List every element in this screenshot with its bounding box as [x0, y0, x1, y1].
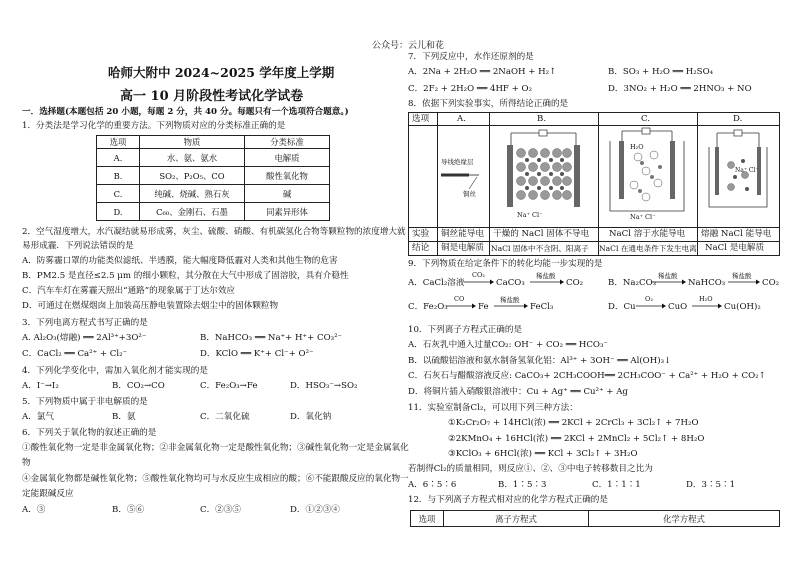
q8-exp-a: 铜丝能导电 — [441, 229, 484, 239]
table-cell: C₆₀、金刚石、石墨 — [140, 203, 245, 221]
q8-stem: 8．依据下列实验事实，所得结论正确的是 — [408, 99, 569, 109]
q1-table — [96, 135, 330, 221]
q9-c-arrow2 — [494, 295, 528, 311]
q12-table — [410, 510, 780, 527]
q9-b-reagent2: 稀盐酸 — [732, 272, 752, 280]
q9-b-arrow2 — [728, 271, 760, 287]
q8-d-ion-labels: Na⁺ Cl⁻ — [735, 167, 759, 174]
q7-option-c: C．2F₂ + 2H₂O ══ 4HF + O₂ — [408, 84, 533, 94]
q9-b-reagent1: 稀盐酸 — [658, 272, 678, 280]
q9-a-reagent2: 稀盐酸 — [536, 272, 556, 280]
table-cell: 碱 — [245, 185, 330, 203]
q9-c-start: C．Fe₂O₃ — [408, 302, 448, 312]
q8-image-a — [439, 127, 487, 225]
q4-option-b: B．CO₂→CO — [112, 381, 165, 391]
q8-exp-c: NaCl 溶于水能导电 — [609, 229, 686, 239]
q8-image-b — [491, 127, 596, 225]
q12-stem: 12．与下列离子方程式相对应的化学方程式正确的是 — [408, 495, 608, 505]
q6-line2: 物 — [22, 458, 31, 468]
copper-wire-illustration — [439, 127, 487, 225]
q8-header-b: B. — [537, 114, 547, 124]
q8-con-a: 铜是电解质 — [441, 243, 484, 253]
q11-option-d: D．3∶5∶1 — [686, 480, 736, 490]
q11-ask: 若制得Cl₂的质量相同，则反应①、②、③中电子转移数目之比为 — [408, 464, 653, 474]
wire-insulation-label: 导线绝缘层 — [441, 158, 474, 166]
q2-stem-line2: 易形成霾．下列说法错误的是 — [22, 241, 134, 251]
q9-d-start: D．Cu — [608, 302, 636, 312]
q5-option-d: D．氧化钠 — [290, 412, 332, 422]
q9-d-reagent2: H₂O — [699, 295, 713, 303]
table-cell: 电解质 — [245, 149, 330, 167]
q8-con-b: NaCl 固体中不含阴、阳离子 — [491, 244, 589, 253]
q6-option-a: A．③ — [22, 505, 46, 515]
q5-stem: 5．下列物质中属于非电解质的是 — [22, 397, 148, 407]
q8-exp-b: 干燥的 NaCl 固体不导电 — [493, 229, 590, 239]
q7-option-a: A．2Na + 2H₂O ══ 2NaOH + H₂↑ — [408, 67, 557, 77]
dry-nacl-crystal-illustration — [491, 127, 596, 225]
school-title: 哈师大附中 2024~2025 学年度上学期 — [108, 65, 335, 80]
q8-header-option: 选项 — [412, 114, 430, 124]
q1-stem: 1．分类法是学习化学的重要方法。下列物质对应的分类标准正确的是 — [22, 121, 286, 131]
table-row — [97, 185, 330, 203]
q11-eq3: ③KClO₃ + 6HCl(浓) ══ KCl + 3Cl₂↑ + 3H₂O — [448, 449, 638, 459]
q3-stem: 3．下列电离方程式书写正确的是 — [22, 318, 148, 328]
q6-line3: ④金属氧化物都是碱性氧化物；⑤酸性氧化物均可与水反应生成相应的酸；⑥不能跟酸反应的氧化物一 — [22, 474, 409, 484]
q11-option-c: C．1∶1∶1 — [592, 480, 641, 490]
q11-eq2: ②2KMnO₄ + 16HCl(浓) ══ 2KCl + 2MnCl₂ + 5Cl₂↑ + 8H₂O — [448, 434, 705, 444]
q7-stem: 7．下列反应中，水作还原剂的是 — [408, 52, 534, 62]
q7-option-b: B．SO₃ + H₂O ══ H₂SO₄ — [608, 67, 714, 77]
q9-a-arrow2 — [530, 271, 564, 287]
q9-d-end: Cu(OH)₂ — [724, 302, 761, 312]
table-header-cell: 选项 — [411, 511, 444, 527]
q10-option-b: B．以硫酸铝溶液和氨水制备氢氧化铝：Al³⁺ + 3OH⁻ ══ Al(OH)₃↓ — [408, 356, 672, 366]
watermark: 公众号：云儿和花 — [372, 41, 445, 51]
table-cell: 同素异形体 — [245, 203, 330, 221]
table-header-cell: 分类标准 — [245, 136, 330, 149]
q9-d-arrow1 — [636, 295, 666, 311]
q9-c-mid: Fe — [478, 302, 489, 312]
q8-image-c — [600, 127, 695, 225]
q9-a-end: CO₂ — [566, 278, 584, 288]
table-header-cell: 物质 — [140, 136, 245, 149]
q10-stem: 10．下列离子方程式正确的是 — [408, 325, 523, 335]
table-cell: B. — [97, 167, 140, 185]
q9-d-reagent1: O₂ — [645, 295, 653, 303]
q3-option-b: B．NaHCO₃ ══ Na⁺+ H⁺+ CO₃²⁻ — [200, 333, 343, 343]
q5-option-c: C．二氧化硫 — [200, 412, 250, 422]
table-header-cell: 离子方程式 — [444, 511, 589, 527]
table-cell: 纯碱、烧碱、熟石灰 — [140, 185, 245, 203]
table-row — [97, 136, 330, 149]
q10-option-a: A．石灰乳中通入过量CO₂: OH⁻ + CO₂ ══ HCO₃⁻ — [408, 340, 608, 350]
nacl-solution-illustration — [600, 127, 695, 225]
table-cell: D. — [97, 203, 140, 221]
q4-stem: 4．下列化学变化中，需加入氧化剂才能实现的是 — [22, 366, 208, 376]
table-cell: A. — [97, 149, 140, 167]
q8-c-ion-labels: Na⁺ Cl⁻ — [630, 213, 656, 221]
q6-line4: 定能跟碱反应 — [22, 489, 74, 499]
q11-option-b: B．1∶5∶3 — [498, 480, 547, 490]
q4-option-a: A．I⁻→I₂ — [22, 381, 59, 391]
q9-a-mid: CaCO₃ — [496, 278, 525, 288]
q9-a-start: A．CaCl₂溶液 — [408, 278, 465, 288]
q5-option-b: B．氨 — [112, 412, 136, 422]
q11-eq1: ①K₂Cr₂O₇ + 14HCl(浓) ══ 2KCl + 2CrCl₃ + 3Cl₂↑ + 7H₂O — [448, 418, 699, 428]
q8-exp-d: 熔融 NaCl 能导电 — [701, 229, 772, 239]
q7-option-d: D．3NO₂ + H₂O ══ 2HNO₃ + NO — [608, 84, 752, 94]
table-cell: 水、氨、氨水 — [140, 149, 245, 167]
table-header-cell: 化学方程式 — [589, 511, 780, 527]
q9-c-reagent1: CO — [454, 295, 465, 303]
q3-option-c: C．CaCl₂ ══ Ca²⁺ + Cl₂⁻ — [22, 349, 128, 359]
q6-stem: 6．下列关于氧化物的叙述正确的是 — [22, 428, 157, 438]
q9-b-arrow1 — [652, 271, 686, 287]
q9-a-arrow1 — [464, 271, 494, 287]
q9-stem: 9．下列物质在给定条件下的转化均能一步实现的是 — [408, 259, 603, 269]
q9-d-mid: CuO — [668, 302, 688, 312]
q6-option-b: B．⑤⑥ — [112, 505, 145, 515]
q9-b-start: B．Na₂CO₃ — [608, 278, 657, 288]
q2-stem-line1: 2．空气湿度增大，水汽凝结就易形成雾，灰尘、硫酸、硝酸、有机碳氢化合物等颗粒物的浓度增大就 — [22, 227, 406, 237]
q9-b-end: CO₂ — [762, 278, 780, 288]
table-cell: 酸性氧化物 — [245, 167, 330, 185]
q8-header-d: D. — [733, 114, 743, 124]
table-row — [97, 149, 330, 167]
q8-image-d — [699, 127, 777, 225]
q10-option-c: C．石灰石与醋酸溶液反应: CaCO₃+ 2CH₃COOH══ 2CH₃COO⁻ + Ca²⁺ + H₂O + CO₂↑ — [408, 371, 766, 381]
q8-header-c: C. — [641, 114, 651, 124]
q2-option-d: D．可通过在燃煤烟囱上加装高压静电装置除去烟尘中的固体颗粒物 — [22, 301, 279, 311]
table-cell: SO₂、P₂O₅、CO — [140, 167, 245, 185]
copper-wire-label: 铜丝 — [463, 190, 476, 198]
q9-c-end: FeCl₃ — [530, 302, 554, 312]
q8-con-c: NaCl 在通电条件下发生电离 — [599, 244, 697, 253]
q4-option-c: C．Fe₂O₃→Fe — [200, 381, 258, 391]
q4-option-d: D．HSO₃⁻→SO₂ — [290, 381, 358, 391]
q5-option-a: A．氯气 — [22, 412, 54, 422]
q6-option-c: C．②③⑤ — [200, 505, 241, 515]
table-row — [97, 167, 330, 185]
q2-option-c: C．汽车车灯在雾霾天照出“通路”的现象属于丁达尔效应 — [22, 286, 236, 296]
q9-c-arrow1 — [446, 295, 476, 311]
q11-option-a: A．6∶5∶6 — [408, 480, 457, 490]
q8-row-con-label: 结论 — [412, 243, 430, 253]
table-header-cell: 选项 — [97, 136, 140, 149]
q9-b-mid: NaHCO₃ — [688, 278, 726, 288]
q3-option-a: A. Al₂O₃(熔融) ══ 2Al³⁺+3O²⁻ — [22, 333, 147, 343]
q11-stem: 11．实验室制备Cl₂，可以用下列三种方法： — [408, 403, 578, 413]
q8-header-a: A. — [457, 114, 466, 124]
q2-option-b: B．PM2.5 是直径≤2.5 μm 的细小颗粒，其分散在大气中形成了固溶胶，具有介稳性 — [22, 271, 349, 281]
q2-option-a: A．防雾霾口罩的功能类似滤纸、半透膜，能大幅度降低霾对人类和其他生物的危害 — [22, 256, 338, 266]
molten-nacl-illustration — [699, 127, 777, 225]
q9-a-reagent1: CO₂ — [472, 271, 485, 279]
q6-option-d: D．①②③④ — [290, 505, 340, 515]
table-cell: C. — [97, 185, 140, 203]
q8-b-ion-labels: Na⁺ Cl⁻ — [517, 211, 543, 219]
q8-c-water-label: H₂O — [630, 143, 644, 151]
q8-table — [408, 112, 780, 256]
q8-row-exp-label: 实验 — [412, 229, 430, 239]
q9-d-arrow2 — [692, 295, 722, 311]
q6-line1: ①酸性氧化物一定是非金属氧化物；②非金属氧化物一定是酸性氧化物；③碱性氧化物一定是金属氧化 — [22, 443, 409, 453]
table-row — [411, 511, 780, 527]
q8-con-d: NaCl 是电解质 — [705, 243, 765, 253]
q10-option-d: D．将铜片插入硝酸银溶液中：Cu + Ag⁺ ══ Cu²⁺ + Ag — [408, 387, 628, 397]
table-row — [97, 203, 330, 221]
q9-c-reagent2: 稀盐酸 — [500, 296, 520, 304]
q3-option-d: D．KClO ══ K⁺+ Cl⁻+ O²⁻ — [200, 349, 314, 359]
exam-title: 高一 10 月阶段性考试化学试卷 — [120, 89, 304, 104]
section-heading: 一．选择题(本题包括 20 小题，每题 2 分，共 40 分。每题只有一个选项符合题意。) — [22, 107, 349, 117]
